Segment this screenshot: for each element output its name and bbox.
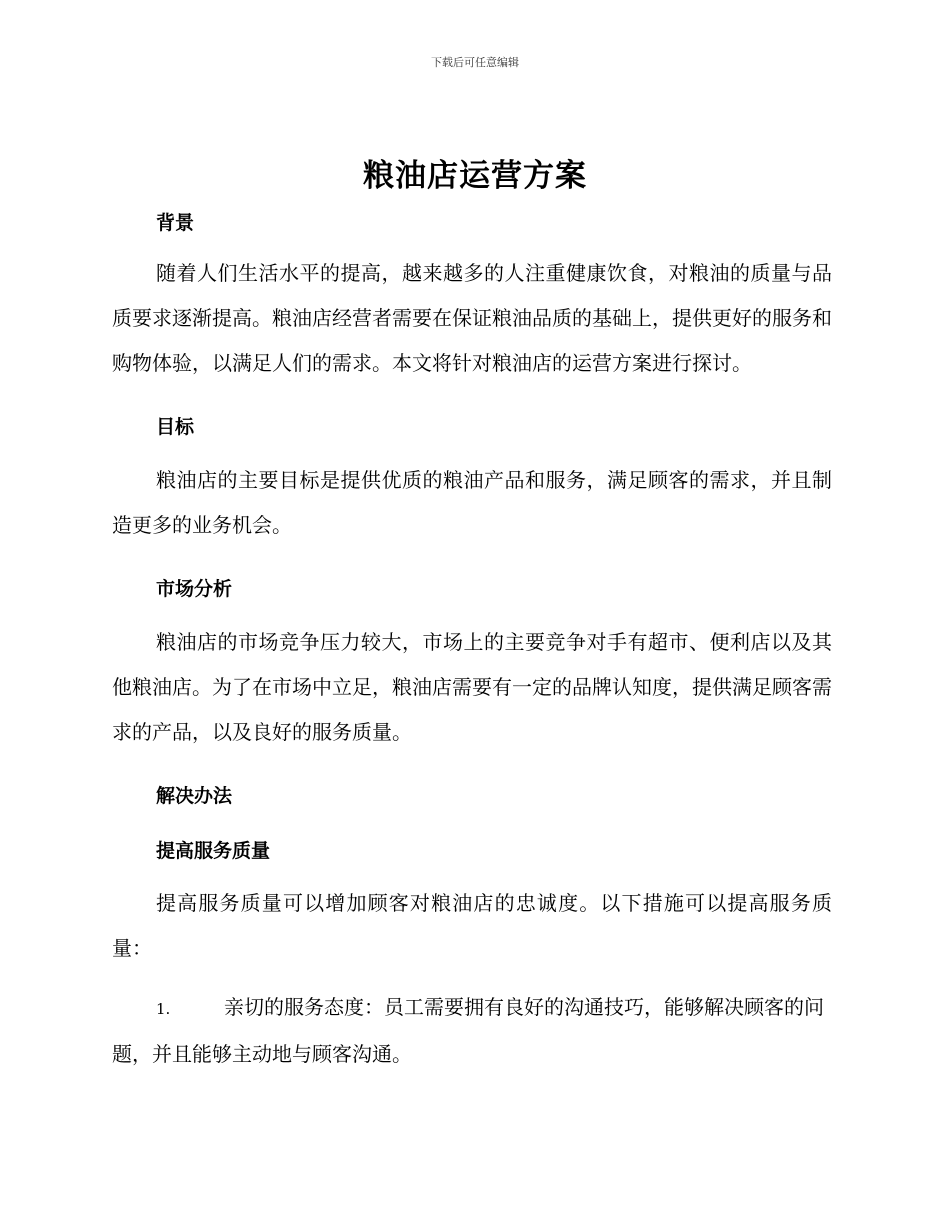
header-note: 下载后可任意编辑 xyxy=(431,56,519,69)
section-paragraph-goal: 粮油店的主要目标是提供优质的粮油产品和服务，满足顾客的需求，并且制造更多的业务机会。 xyxy=(112,468,832,537)
section-heading-goal: 目标 xyxy=(156,416,195,438)
section-paragraph-market: 粮油店的市场竞争压力较大，市场上的主要竞争对手有超市、便利店以及其他粮油店。为了在市场中立足，粮油店需要有一定的品牌认知度，提供满足顾客需求的产品，以及良好的服务质量。 xyxy=(112,630,832,744)
section-paragraph-service-quality: 提高服务质量可以增加顾客对粮油店的忠诚度。以下措施可以提高服务质量： xyxy=(112,891,832,960)
document-title: 粮油店运营方案 xyxy=(363,158,587,194)
section-heading-solution: 解决办法 xyxy=(156,785,233,807)
section-heading-market: 市场分析 xyxy=(156,578,233,600)
list-item-text: 亲切的服务态度：员工需要拥有良好的沟通技巧，能够解决顾客的问题，并且能够主动地与顾客沟通。 xyxy=(112,995,824,1066)
section-heading-background: 背景 xyxy=(156,212,195,234)
section-paragraph-background: 随着人们生活水平的提高，越来越多的人注重健康饮食，对粮油的质量与品质要求逐渐提高。粮油店经营者需要在保证粮油品质的基础上，提供更好的服务和购物体验，以满足人们的需求。本文将针对粮油店的运营方案进行探讨。 xyxy=(112,261,832,375)
list-item xyxy=(112,985,832,1077)
list-item-number: 1. xyxy=(156,1000,171,1018)
document-body xyxy=(112,200,832,1077)
section-heading-service-quality: 提高服务质量 xyxy=(156,840,271,862)
